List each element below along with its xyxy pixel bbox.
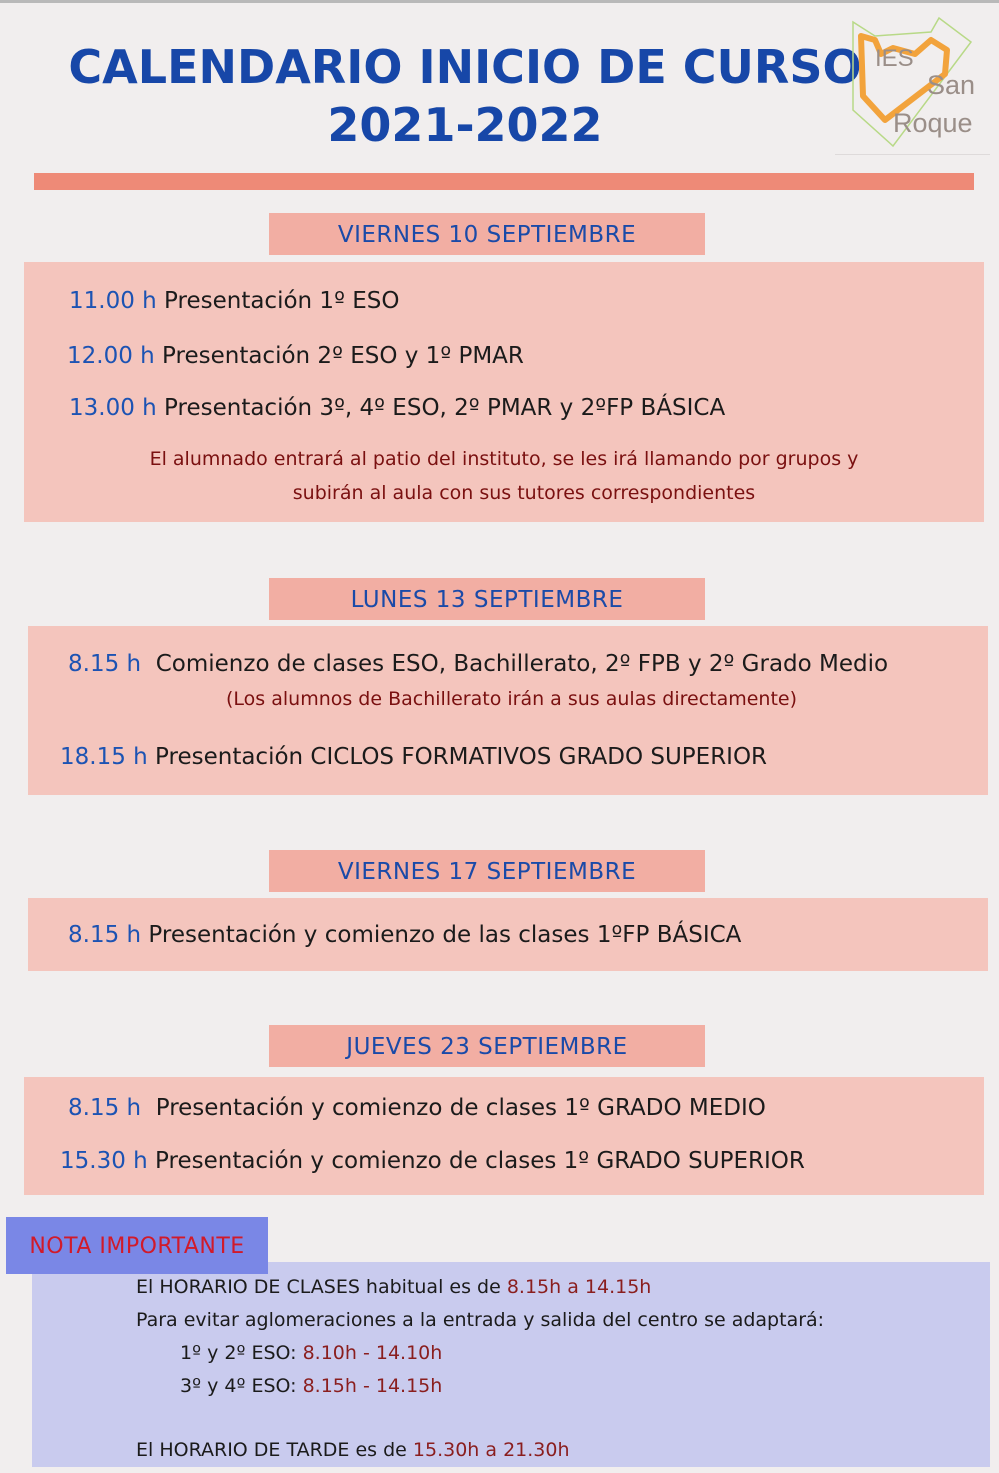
nota-text: El HORARIO DE TARDE es de [136,1439,413,1461]
note-line: El alumnado entrará al patio del instituto, se les irá llamando por grupos y [149,448,859,470]
nota-line-eso-1-2 [180,1342,442,1364]
event-text: Presentación y comienzo de clases 1º GRADO MEDIO [155,1095,766,1121]
event-text: Presentación CICLOS FORMATIVOS GRADO SUPERIOR [155,744,768,770]
nota-line-eso-3-4 [180,1375,442,1397]
event-text: Presentación 2º ESO y 1º PMAR [162,343,524,369]
event-row [60,1148,805,1174]
event-time: 12.00 h [67,343,155,369]
day-panel-jueves-23 [24,1077,984,1195]
day-panel-lunes-13 [28,626,988,795]
event-time: 18.15 h [60,744,148,770]
event-row [60,744,767,770]
logo-text-ies: IES [875,45,914,72]
logo-text-san: San [927,70,976,100]
nota-value: 8.15h a 14.15h [506,1276,652,1298]
day-header-viernes-10: VIERNES 10 SEPTIEMBRE [269,213,705,255]
nota-importante-label: NOTA IMPORTANTE [6,1217,268,1274]
day-header-jueves-23: JUEVES 23 SEPTIEMBRE [269,1025,705,1067]
logo-text-roque: Roque [893,108,973,138]
nota-value: 8.15h - 14.15h [302,1375,443,1397]
event-time: 15.30 h [60,1148,148,1174]
day-header-lunes-13: LUNES 13 SEPTIEMBRE [269,578,705,620]
event-row [69,395,725,421]
event-row [67,343,524,369]
event-text: Presentación y comienzo de las clases 1ºFP BÁSICA [148,922,742,948]
top-border [0,0,999,3]
event-row [68,1095,766,1121]
school-logo [835,14,990,154]
nota-value: 15.30h a 21.30h [412,1439,570,1461]
event-row [68,922,741,948]
event-text: Comienzo de clases ESO, Bachillerato, 2º FPB y 2º Grado Medio [155,651,889,677]
day-panel-viernes-17 [28,898,988,971]
event-time: 8.15 h [68,651,142,677]
event-text: Presentación y comienzo de clases 1º GRADO SUPERIOR [155,1148,805,1174]
nota-value: 8.10h - 14.10h [302,1342,443,1364]
event-time: 8.15 h [68,922,142,948]
event-row [69,288,399,314]
nota-text: El HORARIO DE CLASES habitual es de [136,1276,507,1298]
accent-bar [34,173,974,190]
nota-line-aglomeraciones: Para evitar aglomeraciones a la entrada y salida del centro se adaptará: [136,1309,825,1331]
event-row [68,651,888,677]
event-time: 8.15 h [68,1095,142,1121]
nota-panel [32,1262,990,1467]
logo-divider [835,154,990,155]
event-time: 11.00 h [69,288,157,314]
note-line: subirán al aula con sus tutores correspondientes [292,482,756,504]
nota-text: 3º y 4º ESO: [180,1375,303,1397]
nota-text: 1º y 2º ESO: [180,1342,303,1364]
event-text: Presentación 3º, 4º ESO, 2º PMAR y 2ºFP BÁSICA [164,395,726,421]
event-text: Presentación 1º ESO [164,288,400,314]
page-subtitle-year: 2021-2022 [327,98,603,152]
day-panel-viernes-10 [24,262,984,522]
event-subnote: (Los alumnos de Bachillerato irán a sus aulas directamente) [226,688,798,710]
page-title: CALENDARIO INICIO DE CURSO [68,40,862,94]
nota-line-horario [136,1276,651,1298]
nota-line-tarde [136,1439,570,1461]
event-time: 13.00 h [69,395,157,421]
day-header-viernes-17: VIERNES 17 SEPTIEMBRE [269,850,705,892]
